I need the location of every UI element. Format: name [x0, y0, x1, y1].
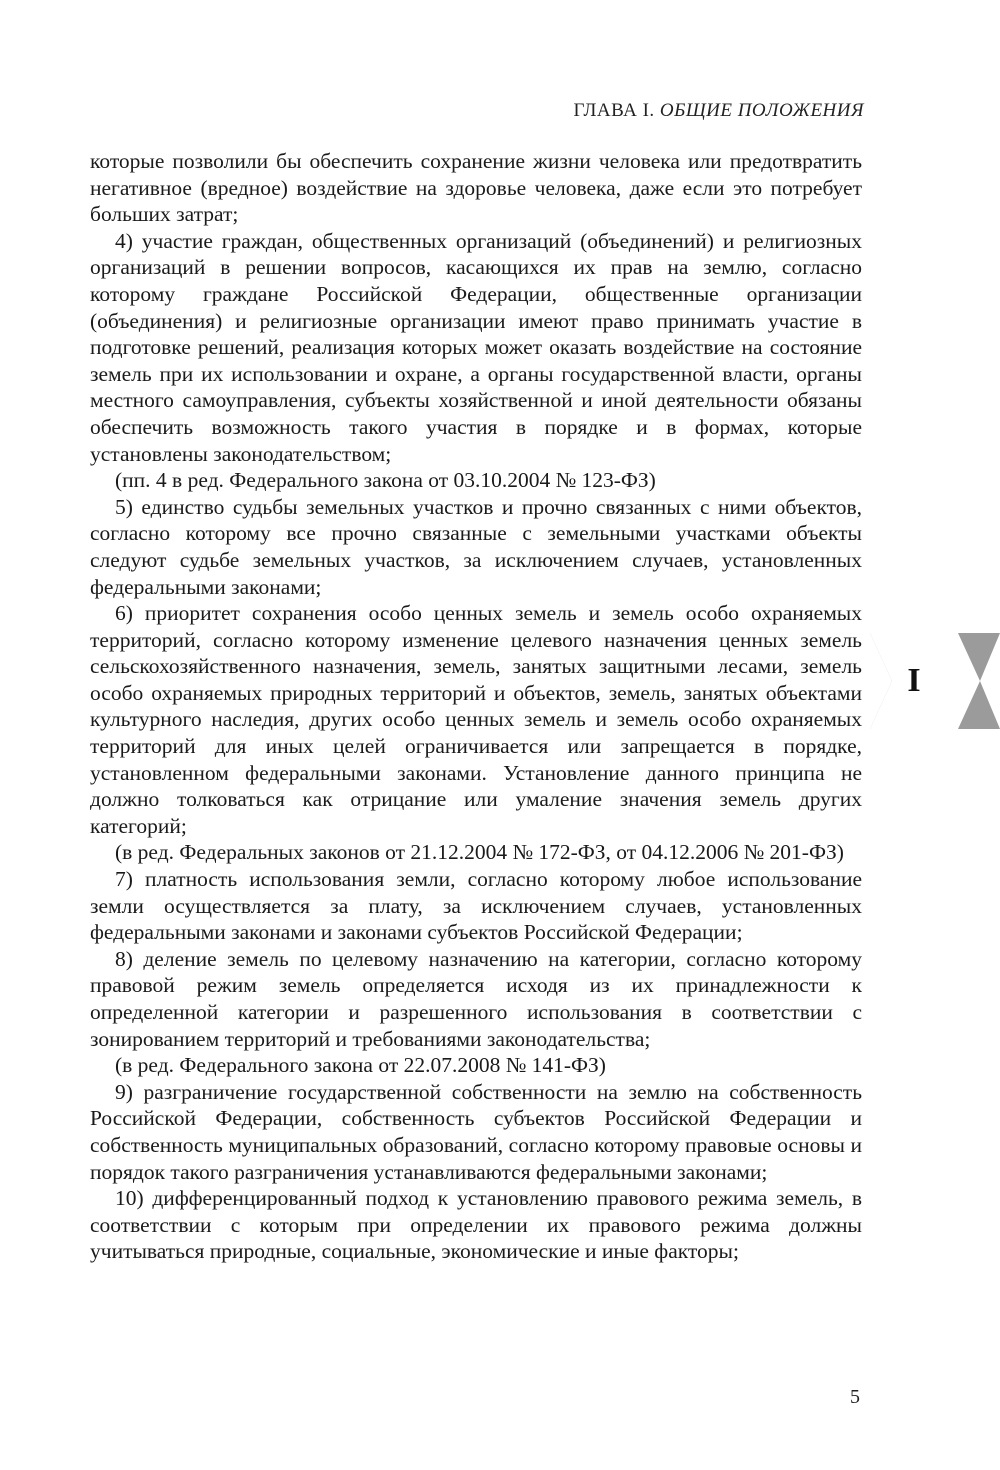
- chapter-title: ОБЩИЕ ПОЛОЖЕНИЯ: [659, 100, 864, 121]
- paragraph: (в ред. Федерального закона от 22.07.2008 № 141-ФЗ): [115, 1053, 606, 1078]
- paragraph: которые позволили бы обеспечить сохранение жизни человека или предотвратить негативное (вредное) воздействие на здоровье человека, даже если это потребует больших затрат;: [90, 149, 862, 227]
- paragraph: 9) разграничение государственной собственности на землю на собственность Российской Федерации, собственность субъектов Российской Федерации и собственность муниципальных образований, согласно которому правовые основы и порядок такого разграничения устанавливаются федеральными законами;: [90, 1079, 862, 1184]
- chapter-tab: [870, 633, 1000, 729]
- paragraph: 4) участие граждан, общественных организаций (объединений) и религиозных организаций в решении вопросов, касающихся их прав на землю, согласно которому граждане Российской Федерации, общественные организации (объединения) и религиозные организации имеют право принимать участие в подготовке решений, реализация которых может оказать воздействие на состояние земель при их использовании и охране, а органы государственной власти, органы местного самоуправления, субъекты хозяйственной и иной деятельности обязаны обеспечить возможность такого участия в порядке и в формах, которые установлены законодательством;: [90, 228, 862, 466]
- paragraph: (в ред. Федеральных законов от 21.12.2004 № 172-ФЗ, от 04.12.2006 № 201-ФЗ): [115, 840, 844, 865]
- paragraph: 5) единство судьбы земельных участков и прочно связанных с ними объектов, согласно которому все прочно связанные с земельными участками объекты следуют судьбе земельных участков, за исключением случаев, установленных федеральными законами;: [90, 494, 862, 599]
- paragraph: 10) дифференцированный подход к установлению правового режима земель, в соответствии с которым при определении их правового режима должны учитываться природные, социальные, экономические и иные факторы;: [90, 1186, 862, 1264]
- running-head: [573, 100, 864, 122]
- paragraph: 7) платность использования земли, согласно которому любое использование земли осуществляется за плату, за исключением случаев, установленных федеральными законами и законами субъектов Российской Федерации;: [90, 867, 862, 945]
- paragraph: 6) приоритет сохранения особо ценных земель и земель особо охраняемых территорий, согласно которому изменение целевого назначения ценных земель сельскохозяйственного назначения, земель, занятых защитными лесами, земель особо охраняемых природных территорий и объектов, земель, занятых объектами культурного наследия, других особо ценных земель и земель особо охраняемых территорий для иных целей ограничивается или запрещается в порядке, установленном федеральными законами. Установление данного принципа не должно толковаться как отрицание или умаление значения земель других категорий;: [90, 601, 862, 838]
- paragraph: 8) деление земель по целевому назначению на категории, согласно которому правовой режим земель определяется исходя из их принадлежности к определенной категории и разрешенного использования в соответствии с зонированием территорий и требованиями законодательства;: [90, 946, 862, 1051]
- body-text: [90, 148, 862, 1265]
- chapter-tab-label: I: [907, 662, 921, 699]
- paragraph: (пп. 4 в ред. Федерального закона от 03.10.2004 № 123-ФЗ): [115, 468, 656, 493]
- chapter-number: ГЛАВА I.: [573, 100, 655, 121]
- page-number: 5: [850, 1386, 860, 1408]
